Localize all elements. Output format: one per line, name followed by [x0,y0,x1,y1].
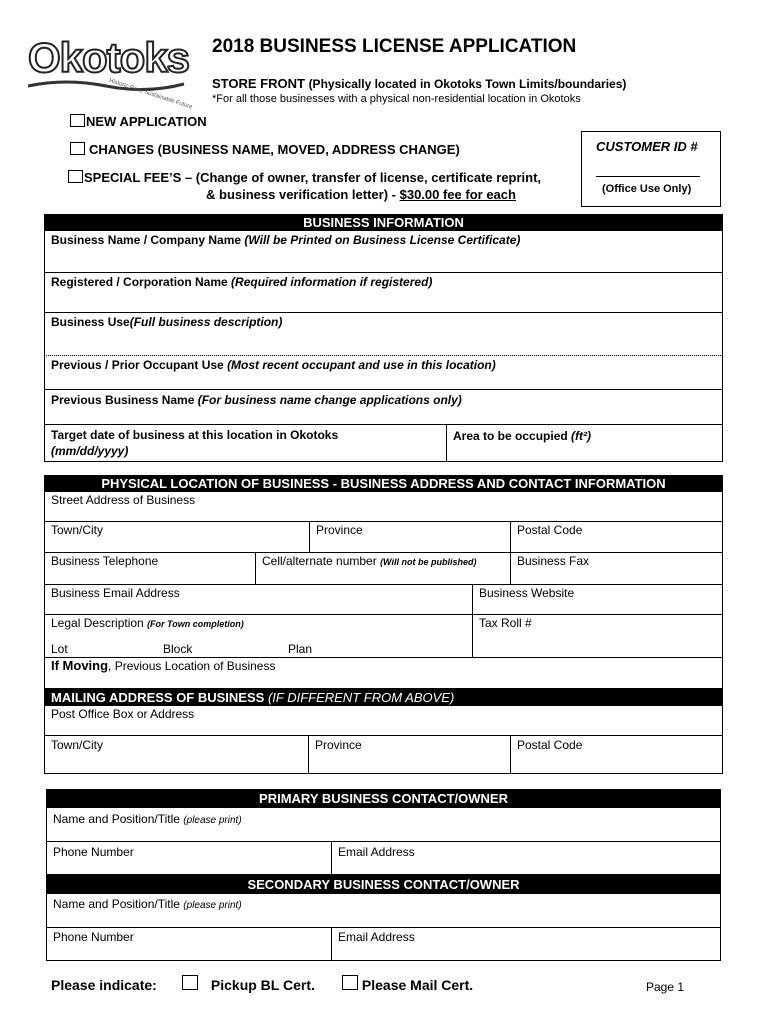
postal-code-field[interactable]: Postal Code [517,523,583,537]
page-number: Page 1 [646,980,685,994]
changes-label: CHANGES (BUSINESS NAME, MOVED, ADDRESS CHANGE) [89,142,460,157]
special-fees-label-line1: SPECIAL FEE’S – (Change of owner, transfer of license, certificate reprint, [84,170,542,185]
option-new-application[interactable] [70,114,207,129]
target-date-field[interactable] [51,428,338,458]
secondary-email-field[interactable]: Email Address [338,930,415,944]
prior-occupant-note: (Most recent occupant and use in this location) [227,358,496,372]
mail-option[interactable] [342,975,473,993]
divider [331,841,332,875]
cell-number-note: (Will not be published) [380,557,477,567]
target-date-label: Target date of business at this location in Okotoks [51,428,339,442]
business-use-label: Business Use [51,315,130,329]
previous-business-name-label: Previous Business Name [51,393,198,407]
primary-contact-header: PRIMARY BUSINESS CONTACT/OWNER [46,789,721,808]
tax-roll-field[interactable]: Tax Roll # [479,616,532,630]
province-field[interactable]: Province [316,523,363,537]
town-city-field[interactable]: Town/City [51,523,104,537]
business-name-field[interactable] [51,233,520,247]
divider [44,614,723,615]
store-front-note: (Physically located in Okotoks Town Limits/boundaries) [308,77,627,91]
pickup-option[interactable] [182,975,315,993]
prior-occupant-label: Previous / Prior Occupant Use [51,358,228,372]
secondary-contact-header: SECONDARY BUSINESS CONTACT/OWNER [46,875,721,894]
primary-name-note: (please print) [183,815,242,826]
option-special-fees[interactable] [68,170,541,185]
logo-tagline: Historic Past, Sustainable Future [108,78,194,111]
registered-name-note: (Required information if registered) [231,275,433,289]
area-occupied-field[interactable] [453,429,591,443]
registered-name-label: Registered / Corporation Name [51,275,232,289]
primary-name-label: Name and Position/Title [53,812,184,826]
secondary-phone-field[interactable]: Phone Number [53,930,134,944]
divider [44,584,723,585]
secondary-name-note: (please print) [183,900,242,911]
divider [255,552,256,584]
option-changes[interactable] [70,142,460,157]
legal-description-label: Legal Description [51,616,148,630]
primary-email-field[interactable]: Email Address [338,845,415,859]
business-email-field[interactable]: Business Email Address [51,586,180,600]
store-front-line [212,76,626,91]
business-name-note: (Will be Printed on Business License Certificate) [244,233,521,247]
primary-name-field[interactable] [53,812,242,826]
business-info-header: BUSINESS INFORMATION [44,214,723,231]
pickup-label: Pickup BL Cert. [210,977,315,993]
mailing-header-note: (IF DIFFERENT FROM ABOVE) [267,690,455,705]
secondary-name-label: Name and Position/Title [53,897,184,911]
primary-phone-field[interactable]: Phone Number [53,845,134,859]
business-use-field[interactable] [51,315,282,329]
special-fees-line2 [206,187,516,202]
pickup-checkbox[interactable] [182,975,198,990]
customer-id-line[interactable] [596,176,700,177]
logo-wordmark: Okotoks [28,34,190,81]
business-telephone-field[interactable]: Business Telephone [51,554,159,568]
mail-label: Please Mail Cert. [361,977,474,993]
special-fees-checkbox[interactable] [68,170,83,183]
customer-id-title: CUSTOMER ID # [596,139,698,154]
please-indicate-label: Please indicate: [51,977,157,993]
street-address-field[interactable]: Street Address of Business [51,493,196,507]
mailing-province-field[interactable]: Province [315,738,362,752]
divider [46,841,721,842]
divider [446,424,447,461]
lot-field[interactable]: Lot [51,642,68,656]
mailing-postal-field[interactable]: Postal Code [517,738,583,752]
mail-checkbox[interactable] [342,975,358,990]
divider [44,735,723,736]
secondary-name-field[interactable] [53,897,242,911]
new-application-checkbox[interactable] [70,114,85,127]
business-use-note: (Full business description) [129,315,283,329]
divider [308,735,309,774]
physical-location-header: PHYSICAL LOCATION OF BUSINESS - BUSINESS ADDRESS AND CONTACT INFORMATION [44,475,723,492]
area-occupied-label: Area to be occupied [453,429,572,443]
store-front-label: STORE FRONT [212,76,305,91]
divider [46,927,721,928]
business-fax-field[interactable]: Business Fax [517,554,590,568]
registered-name-field[interactable] [51,275,432,289]
divider [44,424,723,425]
form-title: 2018 BUSINESS LICENSE APPLICATION [212,36,577,57]
legal-description-field[interactable] [51,616,244,630]
divider [510,735,511,774]
office-use-label: (Office Use Only) [602,183,692,195]
plan-field[interactable]: Plan [288,642,313,656]
divider [472,584,473,657]
divider [44,355,723,356]
divider [44,312,723,313]
previous-location-label: , Previous Location of Business [108,659,276,673]
special-fees-label-line2: & business verification letter) - [206,187,400,202]
okotoks-logo [22,34,194,111]
po-box-field[interactable]: Post Office Box or Address [51,707,195,721]
mailing-address-header [44,689,723,706]
previous-location-field[interactable] [51,658,275,673]
new-application-label: NEW APPLICATION [86,114,207,129]
block-field[interactable]: Block [163,642,193,656]
prior-occupant-field[interactable] [51,358,496,372]
store-front-subnote: *For all those businesses with a physical non-residential location in Okotoks [212,93,581,105]
business-name-label: Business Name / Company Name [51,233,245,247]
cell-number-label: Cell/alternate number [262,554,381,568]
divider [309,521,310,552]
divider [44,521,723,522]
customer-id-box [581,131,721,207]
changes-checkbox[interactable] [70,142,85,155]
previous-business-name-field[interactable] [51,393,462,407]
previous-business-name-note: (For business name change applications only) [197,393,462,407]
mailing-header-label: MAILING ADDRESS OF BUSINESS [51,690,268,705]
divider [331,927,332,961]
business-website-field[interactable]: Business Website [479,586,575,600]
mailing-town-field[interactable]: Town/City [51,738,104,752]
target-date-format: (mm/dd/yyyy) [51,444,129,458]
cell-number-field[interactable] [262,554,476,568]
area-occupied-unit: (ft²) [571,429,592,443]
if-moving-label: If Moving [51,658,109,673]
legal-description-note: (For Town completion) [147,619,244,629]
divider [44,552,723,553]
divider [44,389,723,390]
special-fees-amount: $30.00 fee for each [399,187,516,202]
divider [44,272,723,273]
